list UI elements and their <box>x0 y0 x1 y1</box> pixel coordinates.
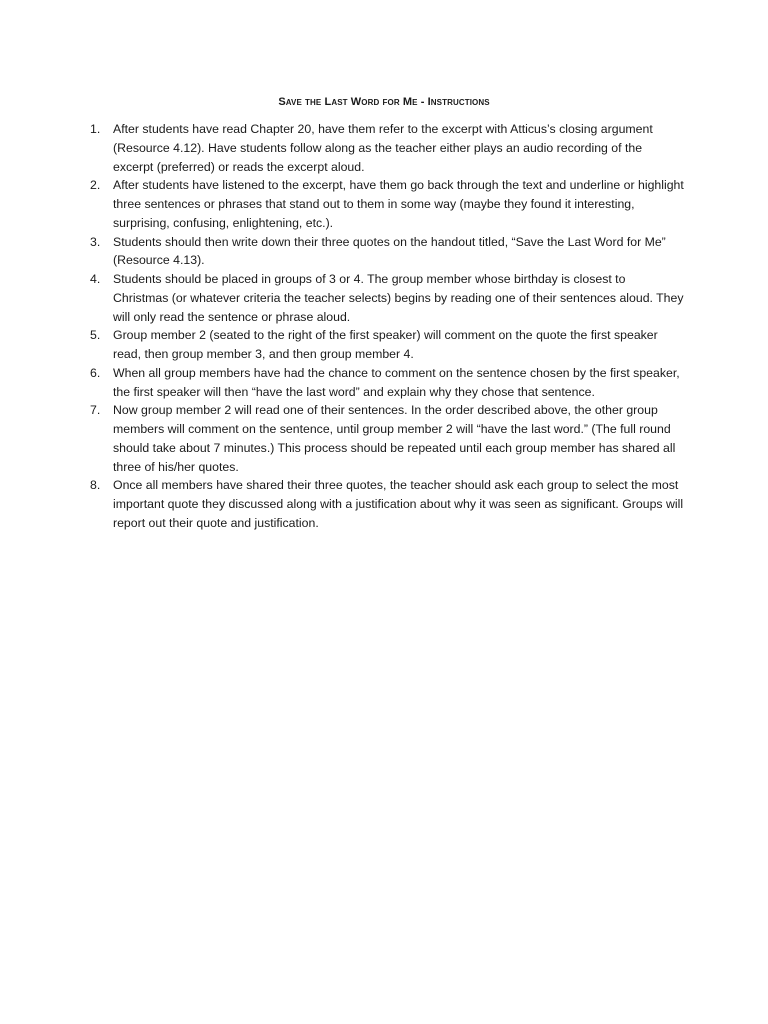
instruction-number: 2 . <box>90 176 100 195</box>
document-title: Save the Last Word for Me - Instructions <box>278 96 490 108</box>
instruction-number: 8 . <box>90 476 100 495</box>
instruction-text: After students have read Chapter 20, have them refer to the excerpt with Atticus’s closing argument (Resource 4.12). Have students follow along as the teacher either plays an audio recording of the excerpt (preferred) or reads the excerpt aloud. <box>113 122 653 174</box>
instruction-number: 5 . <box>90 326 100 345</box>
instructions-list <box>72 120 684 533</box>
instruction-number: 6 . <box>90 364 100 383</box>
instruction-item <box>72 176 684 232</box>
instruction-text: Students should then write down their three quotes on the handout titled, “Save the Last Word for Me” (Resource 4.13). <box>113 234 666 268</box>
instruction-number: 4 . <box>90 270 100 289</box>
instruction-item <box>72 326 684 364</box>
instruction-text: Once all members have shared their three quotes, the teacher should ask each group to select the most important quote they discussed along with a justification about why it was seen as significant. Groups will report out their quote and justification. <box>113 478 684 530</box>
instruction-item <box>72 270 684 326</box>
instruction-number: 1 . <box>90 120 100 139</box>
instruction-text: Now group member 2 will read one of their sentences. In the order described above, the other group members will comment on the sentence, until group member 2 will “have the last word.” (The full round should take about 7 minutes.) This process should be repeated until each group member has shared all three of his/her quotes. <box>113 403 676 474</box>
instruction-number: 7 . <box>90 401 100 420</box>
instruction-text: Students should be placed in groups of 3 or 4. The group member whose birthday is closest to Christmas (or whatever criteria the teacher selects) begins by reading one of their sentences aloud. They will only read the sentence or phrase aloud. <box>113 272 684 324</box>
instruction-item <box>72 401 684 476</box>
instruction-item <box>72 120 684 176</box>
instruction-text: After students have listened to the excerpt, have them go back through the text and underline or highlight three sentences or phrases that stand out to them in some way (maybe they found it interesting, surprising, confusing, enlightening, etc.). <box>113 178 684 230</box>
instruction-number: 3 . <box>90 233 100 252</box>
instruction-text: When all group members have had the chance to comment on the sentence chosen by the first speaker, the first speaker will then “have the last word” and explain why they chose that sentence. <box>113 365 680 399</box>
instruction-text: Group member 2 (seated to the right of the first speaker) will comment on the quote the first speaker read, then group member 3, and then group member 4. <box>113 328 658 361</box>
instruction-item <box>72 233 684 271</box>
instruction-item <box>72 364 684 402</box>
instruction-item <box>72 476 684 532</box>
